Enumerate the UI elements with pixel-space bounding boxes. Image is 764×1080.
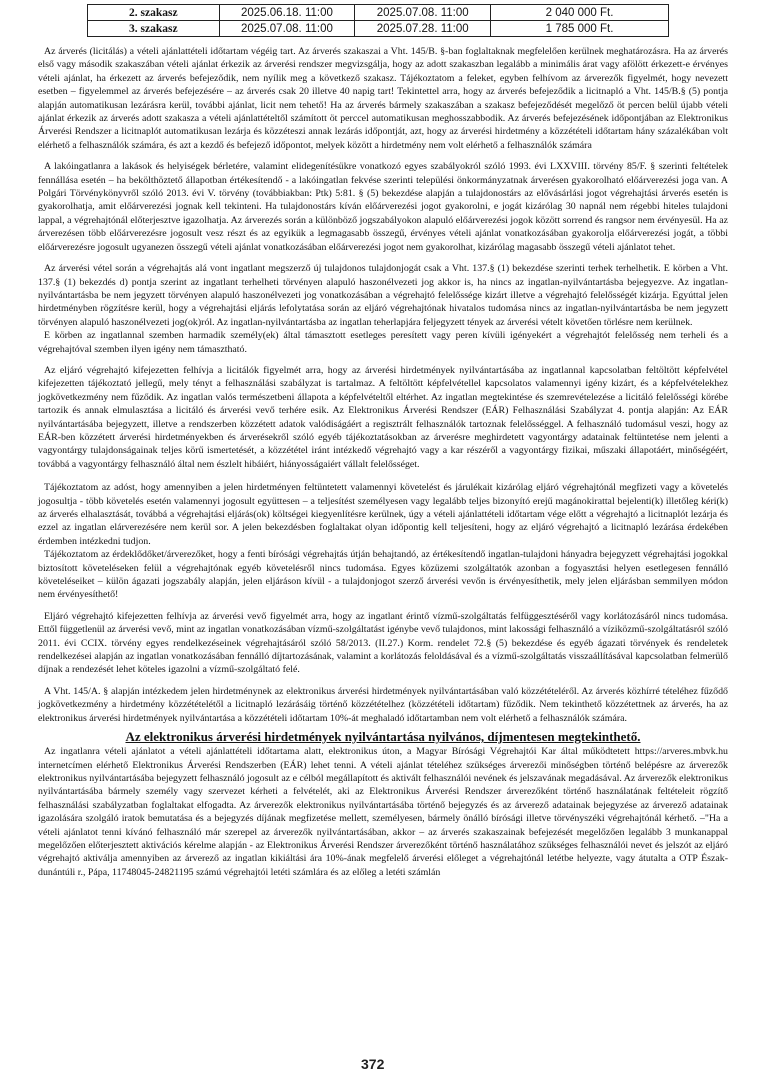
section-heading: Az elektronikus árverési hirdetmények nyilvántartása nyilvános, díjmentesen megtekinthető. — [125, 729, 641, 745]
paragraph-utility-claims: Tájékoztatom az érdeklődőket/árverezőket, hogy a fenti bírósági végrehajtás útján behajtandó, az értékesítendő ingatlan-tulajdoni hányadra bejegyzett végrehajtási jogokkal biztosított követeléseken felül a végrehajtónak egyéb követelésről nincs tudomása. Egyes közüzemi szolgáltatók azonban a fogyasztási helyen esetlegesen fennálló követeléseiket – külön ágazati jogszabály alapján, jelen eljáráson kívül - a tulajdonjogot szerző árverési vevőn is érvényesíthetik, mely jelen eljárásban semmilyen módon nem érvényesíthető! — [38, 549, 728, 601]
page-number: 372 — [361, 1056, 385, 1072]
paragraph-auction-stages: Az árverés (licitálás) a vételi ajánlattételi időtartam végéig tart. Az árverés szakaszai a Vht. 145/B. §-ban foglaltaknak megfelelően kerülnek meghatározásra. Ha az árverés első vagy második szakaszában vételi ajánlat érkezik az árverési rendszer megvizsgálja, hogy az adott szakaszban legalább a minimális árat vagy afölött érkezett-e érvényes vételi ajánlat, ha érkezett az árverés befejeződik, nem nyílik meg a következő szakasz. Tájékoztatom a feleket, egyben felhívom az árverezők figyelmét, hogy nevezett esetben – figyelemmel az árverés befejezésére – az árverés csak 20 illetve 40 napig tart! Tekintettel arra, hogy az árverés befejeződik a licitnapló a Vht. 145/B.§ (5) pontja alapján automatikusan lezárásra kerül, további ajánlat, licit nem tehető! Ha az árverés bármely szakaszában a szakasz befejeződését megelőző öt percen belül újabb vételi ajánlat érkezik az árverés adott szakasza a vételi ajánlattételtől számított öt perccel automatikusan meghosszabbodik. Az árverés befejezésének időpontjában az Elektronikus Árverési Rendszer a licitnaplót automatikusan lezárja és közzéteszi annak lezárás időpontját, azt, hogy az árverési hirdetmény a közzétételi időtartam hány százalékában volt elérhető a felhasználók számára, és azt a kezdő és befejező időpontot, melyek között a hirdetmény nem volt elérhető a felhasználók számára — [38, 46, 728, 151]
document-page — [38, 4, 728, 879]
stage-start: 2025.07.08. 11:00 — [219, 21, 355, 37]
stage-end: 2025.07.08. 11:00 — [355, 5, 491, 21]
stage-price: 1 785 000 Ft. — [491, 21, 669, 37]
paragraph-third-party-claims: E körben az ingatlannal szemben harmadik személy(ek) által támasztott esetleges peresített vagy peren kívüli igényekért a végrehajtót felelősség nem terheli és a végrehajtóval szemben ilyen igény nem támasztható. — [38, 330, 728, 355]
table-row — [88, 21, 669, 37]
stage-price: 2 040 000 Ft. — [491, 5, 669, 21]
stage-label: 2. szakasz — [88, 5, 220, 21]
paragraph-pre-emption-rights: A lakóingatlanra a lakások és helyiségek bérletére, valamint elidegenítésükre vonatkozó egyes szabályokról szóló 1993. évi LXXVIII. törvény 85/F. § szerinti feltételek fennállása esetén – ha bekölthöztető állapotban értékesítendő - a lakóingatlan fekvése szerinti települési önkormányzatnak árverésen gyakorolható előárverezési joga van. A Polgári Törvénykönyvről szóló 2013. évi V. törvény (továbbiakban: Ptk) 5:81. § (5) bekezdése alapján a tulajdonostárs az elővásárlási jogot végrehajtási árverés esetén is gyakorolhatja, amit előárverezési jognak kell tekinteni. Ha tulajdonostárs kíván előárverezési jogot gyakorolni, e jogát kizárólag 30 napnál nem régebbi hiteles tulajdoni lappal, a végrehajtónál előterjesztve igazolhatja. Az árverezés során a különböző jogszabályokon alapuló előárverezési jogok között sorrend és rangsor nem érvényesül. Ha az árverezésen több előárverezésre jogosult vesz részt és az egyikük a legmagasabb összegű, érvényes vételi ajánlat vonatkozásában gyakorolja előárverezési jogát, a többi előárverezésre jogosult ugyanezen összegű vételi ajánlat vonatkozásában előárverezési jogot nem gyakorolhat, kizárólag magasabb összegű vételi ajánlatot tehet. — [38, 161, 728, 253]
paragraph-debtor-notice: Tájékoztatom az adóst, hogy amennyiben a jelen hirdetményen feltüntetett valamennyi követelést és járulékait kizárólag eljáró végrehajtónál megfizeti vagy a követelés jogosultja - több követelés esetén valamennyi jogosult együttesen – a teljesítést személyesen vagy legalább teljes bizonyító erejű magánokirattal bejelenti(k) illetőleg kéri(k) az árverés elhalasztását, továbbá a végrehajtási eljárás(ok) költségei kiegyenlítésre kerülnek, úgy a vételi ajánlattételi időtartam vége előtt a végrehajtó a licitnaplót lezárja és ezzel az ingatlan elárverezésére nem kerül sor. A jelen bekezdésben foglaltakat olyan időpontig kell teljesíteni, hogy az eljáró végrehajtó a licitnapló lezárása érdekében érdemben intézkedni tudjon. — [38, 482, 728, 547]
paragraph-photo-disclaimer: Az eljáró végrehajtó kifejezetten felhívja a licitálók figyelmét arra, hogy az árverési hirdetmények nyilvántartásába az ingatlannal kapcsolatban feltöltött képfelvétel kifejezetten tájékoztató jellegű, mely tényt a felhasználási szabályzat is tartalmaz. A feltöltött képfelvétellel kapcsolatos valamennyi igény kizárt, és a képfelvételekhez jogkövetkezmény nem fűződik. Az ingatlan valós természetbeni állapota a képfelvételtől eltérhet. Az ingatlan megtekintése és szemrevételezése a licitáló felelősségi körébe tartozik és annak elmulasztása a licitáló és árverési vevő terhére esik. Az Elektronikus Árverési Rendszer (EÁR) Felhasználási Szabályzat 4. pontja alapján: Az EÁR nyilvántartásába bejegyzett, illetve a rendszerben közzétett adatok valódiságáért a regisztrált felhasználók tartoznak felelősséggel. A felhasználó tudomásul veszi, hogy az EÁR-ben közzétett árverési hirdetményekben és árverésekről szóló egyéb tájékoztatásokban az árverésre meghirdetett vagyontárgy adatainak feltüntetése nem jelenti a vagyontárgy tulajdonságainak teljes körű ismertetését, a közzététel iránt intézkedő végrehajtó vagy a kar részéről a vagyontárgy fizikai, műszaki állapotáért, minőségéért, továbbá a vagyontárgy felhasználó által nem észlelt hibáiért, hiányosságaiért vállalt felelősséget. — [38, 364, 728, 470]
paragraph-encumbrances: Az árverési vétel során a végrehajtás alá vont ingatlant megszerző új tulajdonos tulajdonjogát csak a Vht. 137.§ (1) bekezdése szerinti terhek terhelhetik. E körben a Vht. 137.§ (1) bekezdés d) pontja szerint az ingatlant terhelheti törvényen alapuló haszonélvezeti jog akkor is, ha nincs az ingatlan-nyilvántartásba bejegyezve. Az ingatlan-nyilvántartásba be nem jegyzett törvényen alapuló haszonélvezeti jog vonatkozásában a végrehajtó felelőssége kizárt illetve a végrehajtó felelősségét kizárja. Egyúttal jelen hirdetményben rögzítésre kerül, hogy a végrehajtási eljárás lefolytatása során az eljáró végrehajtónak hivatalos tudomása nincs az ingatlan-nyilvántartásba be nem jegyzett törvényen alapuló haszonélvezeti jog(ok)ról. Az ingatlan-nyilvántartásba az ingatlan teherlapjára feljegyzett tények az árverési vételt követően törlésre nem kerülnek. — [38, 263, 728, 328]
stage-start: 2025.06.18. 11:00 — [219, 5, 355, 21]
paragraph-water-service: Eljáró végrehajtó kifejezetten felhívja az árverési vevő figyelmét arra, hogy az ingatlant érintő vízmű-szolgáltatás felfüggesztéséről vagy korlátozásáról nincs tudomása. Ettől függetlenül az árverési vevő, mint az ingatlan vonatkozásában vízmű-szolgáltatást igénybe vevő tulajdonos, mint lakossági felhasználó a víziközmű-szolgáltatásról szóló 2011. évi CCIX. törvény egyes rendelkezéseinek végrehajtásáról szóló 58/2013. (II.27.) Korm. rendelet 72.§ (5) bekezdése és egyéb ágazati törvények és rendeletek rendelkezései alapján az ingatlan vonatkozásában fennálló díjtartozásának, valamint a korlátozás feloldásával és a vízmű-szolgáltatás visszaállításával kapcsolatban felmerülő díjnak a rendezését lehet köteles igazolni a vízmű-szolgáltató felé. — [38, 610, 728, 676]
stage-label: 3. szakasz — [88, 21, 220, 37]
paragraph-bidding-procedure: Az ingatlanra vételi ajánlatot a vételi ajánlattételi időtartama alatt, elektronikus úton, a Magyar Bírósági Végrehajtói Kar által működtetett https://arveres.mbvk.hu internetcímen elérhető Elektronikus Árverési Rendszerben (EÁR) lehet tenni. A vételi ajánlat tételéhez szükséges árverezői minőségben történő belépésre az árverezők elektronikus nyilvántartásába bejegyzett felhasználó jogosult az e célból megállapított és aktivált felhasználói nevének és jelszavának megadásával. Az árverezők elektronikus nyilvántartásába bármely személy vagy szervezet kérheti a felvételét, aki az Elektronikus Árverési Rendszer árverezőként történő használatának feltételeit rögzítő felhasználási szabályzatban foglaltakat elfogadta. Az árverezők elektronikus nyilvántartásába történő bejegyzés és az árverező adatainak bejegyzése az árverező adatainak igazolására szolgáló iratok bemutatása és a bejegyzés díjának megfizetése mellett, személyesen, bármely önálló bírósági illetve törvényszéki végrehajtónál kérhető. –"Ha a vételi ajánlatot tenni kívánó felhasználó már szerepel az árverezők nyilvántartásában, akkor – az árverés szakaszainak befejezését megelőzően legalább 3 munkanappal megelőzően előterjesztett aktivációs kérelme alapján - az Elektronikus Árverési Rendszer árverezőként történő használatához szükséges felhasználói nevet és jelszót az eljáró végrehajtó aktiválja amennyiben az árverező az ingatlan kikiáltási ára 10%-ának megfelelő árverési előleget a végrehajtónál letétbe helyezte, vagy átutalta a OTP Észak-dunántúli r., Pápa, 11748045-24821195 számú végrehajtói letéti számlára és az előleg a letéti számlán — [38, 746, 728, 878]
stage-end: 2025.07.28. 11:00 — [355, 21, 491, 37]
auction-schedule-table — [87, 4, 669, 37]
paragraph-publication: A Vht. 145/A. § alapján intézkedem jelen hirdetménynek az elektronikus árverési hirdetmények nyilvántartásában való közzétételéről. Az árverés közhírré tételéhez fűződő jogkövetkezmény a hirdetmény közzétételétől a licitnapló lezárásáig történő közzétételhez (közzétételi időtartam) fűződik. Nem tekinthető közzétettnek az árverés, ha az elektronikus árverési hirdetmények nyilvántartása a közzétételi időtartam 10%-át meghaladó időtartamban nem volt elérhető a felhasználók számára. — [38, 685, 728, 724]
table-row — [88, 5, 669, 21]
